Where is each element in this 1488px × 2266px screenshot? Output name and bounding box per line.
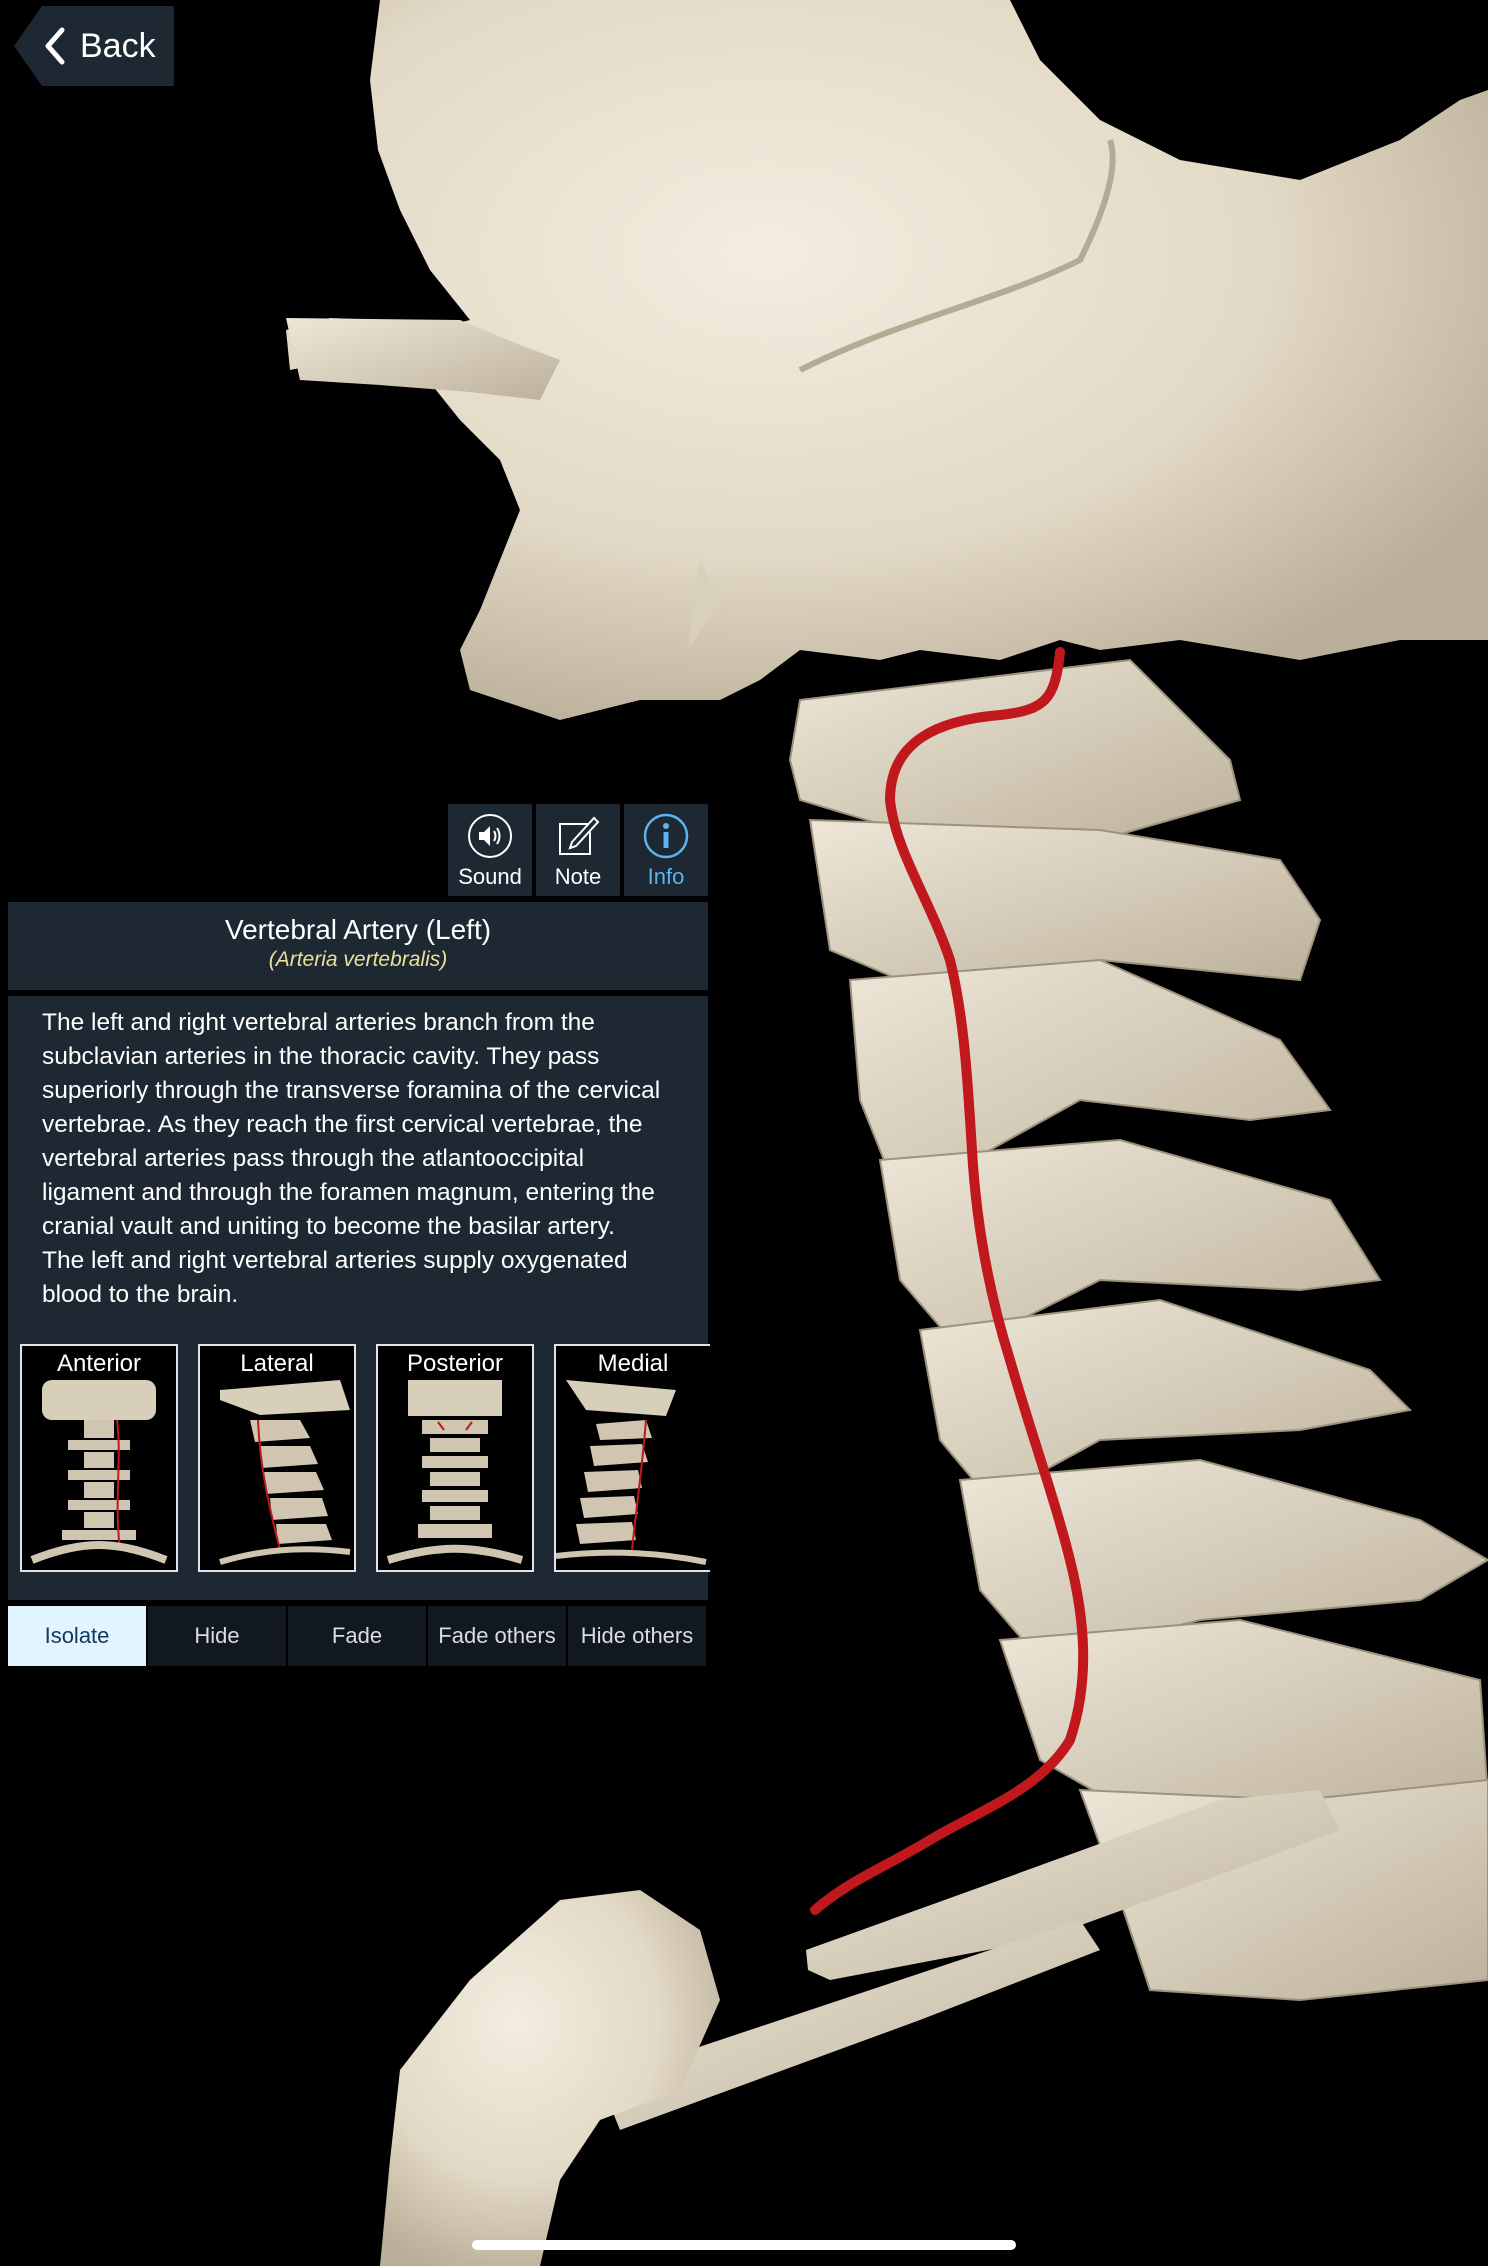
sound-button[interactable] (448, 804, 532, 896)
view-label: Anterior (56, 1350, 142, 1377)
info-label: Info (647, 864, 685, 889)
anterior-thumbnail-icon (22, 1380, 176, 1570)
visibility-actions (8, 1606, 706, 1666)
view-thumbnails (20, 1344, 710, 1574)
structure-description: The left and right vertebral arteries branch from the subclavian arteries in the thoracic cavity. They pass superiorly through the transverse foramina of the cervical vertebrae. As they reach the first cervical vertebrae, the vertebral arteries pass through the atlantooccipital ligament and through the foramen magnum, entering the cranial vault and uniting to become the basilar artery. The left and right vertebral arteries supply oxygenated blood to the brain. (42, 1009, 661, 1308)
view-label: Posterior (406, 1350, 504, 1377)
structure-latin-name: (Arteria vertebralis) (268, 948, 448, 971)
structure-title: Vertebral Artery (Left) (224, 914, 492, 945)
fade-others-button[interactable]: Fade others (428, 1606, 566, 1666)
isolate-button[interactable]: Isolate (8, 1606, 146, 1666)
info-panel-header (8, 902, 708, 990)
view-anterior[interactable] (20, 1344, 178, 1572)
fade-button[interactable]: Fade (288, 1606, 426, 1666)
sound-label: Sound (458, 864, 522, 889)
info-icon (642, 812, 690, 860)
info-panel-body (8, 996, 708, 1600)
hide-others-button[interactable]: Hide others (568, 1606, 706, 1666)
pencil-note-icon (554, 812, 602, 860)
vertebra-c1 (790, 660, 1240, 840)
tool-bar (448, 804, 708, 896)
back-button[interactable] (14, 6, 174, 86)
medial-thumbnail-icon (556, 1380, 710, 1570)
view-lateral[interactable] (198, 1344, 356, 1572)
vertebra-c2 (810, 820, 1320, 980)
scapula[interactable] (380, 1890, 720, 2266)
posterior-thumbnail-icon (378, 1380, 532, 1570)
back-label: Back (80, 26, 156, 65)
speaker-icon (466, 812, 514, 860)
note-button[interactable] (536, 804, 620, 896)
cervical-vertebrae[interactable] (790, 660, 1488, 2000)
chevron-left-icon (42, 26, 66, 66)
note-label: Note (554, 864, 602, 889)
info-button[interactable] (624, 804, 708, 896)
view-posterior[interactable] (376, 1344, 534, 1572)
lateral-thumbnail-icon (200, 1380, 354, 1570)
view-label: Lateral (240, 1350, 314, 1377)
home-indicator[interactable] (472, 2240, 1016, 2250)
view-label: Medial (597, 1350, 669, 1377)
view-medial[interactable] (554, 1344, 710, 1572)
hide-button[interactable]: Hide (148, 1606, 286, 1666)
